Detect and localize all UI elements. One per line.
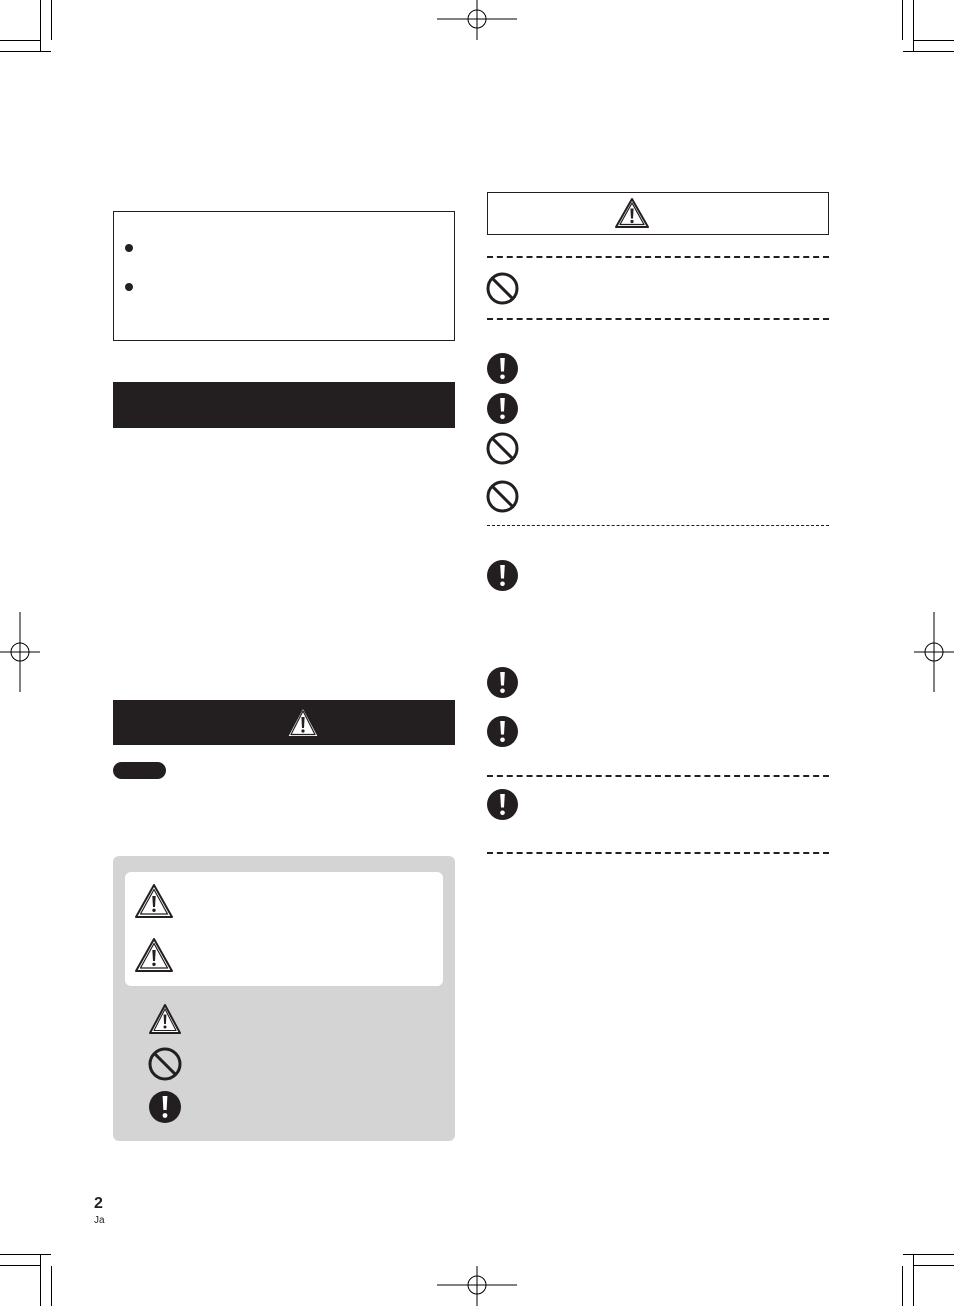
warning-triangle-icon — [147, 1002, 183, 1036]
symbol-legend-panel — [113, 856, 455, 1141]
crop-mark-bottom-left-h2 — [0, 1254, 51, 1255]
mandatory-exclamation-icon — [486, 352, 519, 385]
crop-mark-bottom-left-v — [40, 1254, 41, 1306]
bullet-dot-1 — [125, 244, 133, 252]
warning-triangle-icon — [133, 936, 175, 974]
crop-mark-top-right-v — [913, 0, 914, 52]
warning-triangle-icon — [133, 882, 175, 920]
label-pill — [113, 762, 166, 779]
signal-word-box — [125, 872, 443, 986]
divider-4 — [487, 775, 829, 777]
crop-mark-top-left-h2 — [0, 51, 51, 52]
divider-5 — [487, 852, 829, 854]
crop-mark-top-right-h2 — [903, 51, 954, 52]
warning-header-bar — [113, 700, 455, 745]
divider-3 — [487, 525, 829, 526]
crop-mark-bottom-right-v — [913, 1254, 914, 1306]
registration-mark-bottom — [437, 1266, 517, 1306]
crop-mark-bottom-left-h — [0, 1265, 40, 1266]
divider-2 — [487, 318, 829, 320]
divider-1 — [487, 256, 829, 258]
prohibited-icon — [486, 272, 519, 305]
registration-mark-right — [914, 612, 954, 692]
notice-box — [113, 211, 455, 341]
mandatory-exclamation-icon — [486, 559, 519, 592]
prohibited-icon — [486, 432, 519, 465]
page-language-code: Ja — [94, 1215, 105, 1226]
warning-triangle-icon — [284, 704, 322, 740]
registration-mark-left — [0, 612, 40, 692]
crop-mark-bottom-left-v2 — [51, 1266, 52, 1306]
crop-mark-bottom-right-h2 — [903, 1254, 954, 1255]
mandatory-exclamation-icon — [486, 715, 519, 748]
page-number: 2 — [94, 1195, 103, 1212]
registration-mark-top — [437, 0, 517, 40]
mandatory-exclamation-icon — [148, 1090, 182, 1124]
warning-triangle-icon — [613, 196, 651, 230]
prohibited-icon — [148, 1047, 182, 1081]
section-header-bar — [113, 382, 455, 428]
mandatory-exclamation-icon — [486, 392, 519, 425]
crop-mark-top-left-v — [40, 0, 41, 52]
bullet-dot-2 — [125, 283, 133, 291]
crop-mark-bottom-right-h — [914, 1265, 954, 1266]
prohibited-icon — [486, 480, 519, 513]
crop-mark-top-right-v2 — [902, 0, 903, 40]
crop-mark-top-left-v2 — [51, 0, 52, 40]
mandatory-exclamation-icon — [486, 666, 519, 699]
crop-mark-top-left-h — [0, 40, 40, 41]
crop-mark-top-right-h — [914, 40, 954, 41]
mandatory-exclamation-icon — [486, 788, 519, 821]
crop-mark-bottom-right-v2 — [902, 1266, 903, 1306]
caution-header-box — [487, 192, 829, 235]
